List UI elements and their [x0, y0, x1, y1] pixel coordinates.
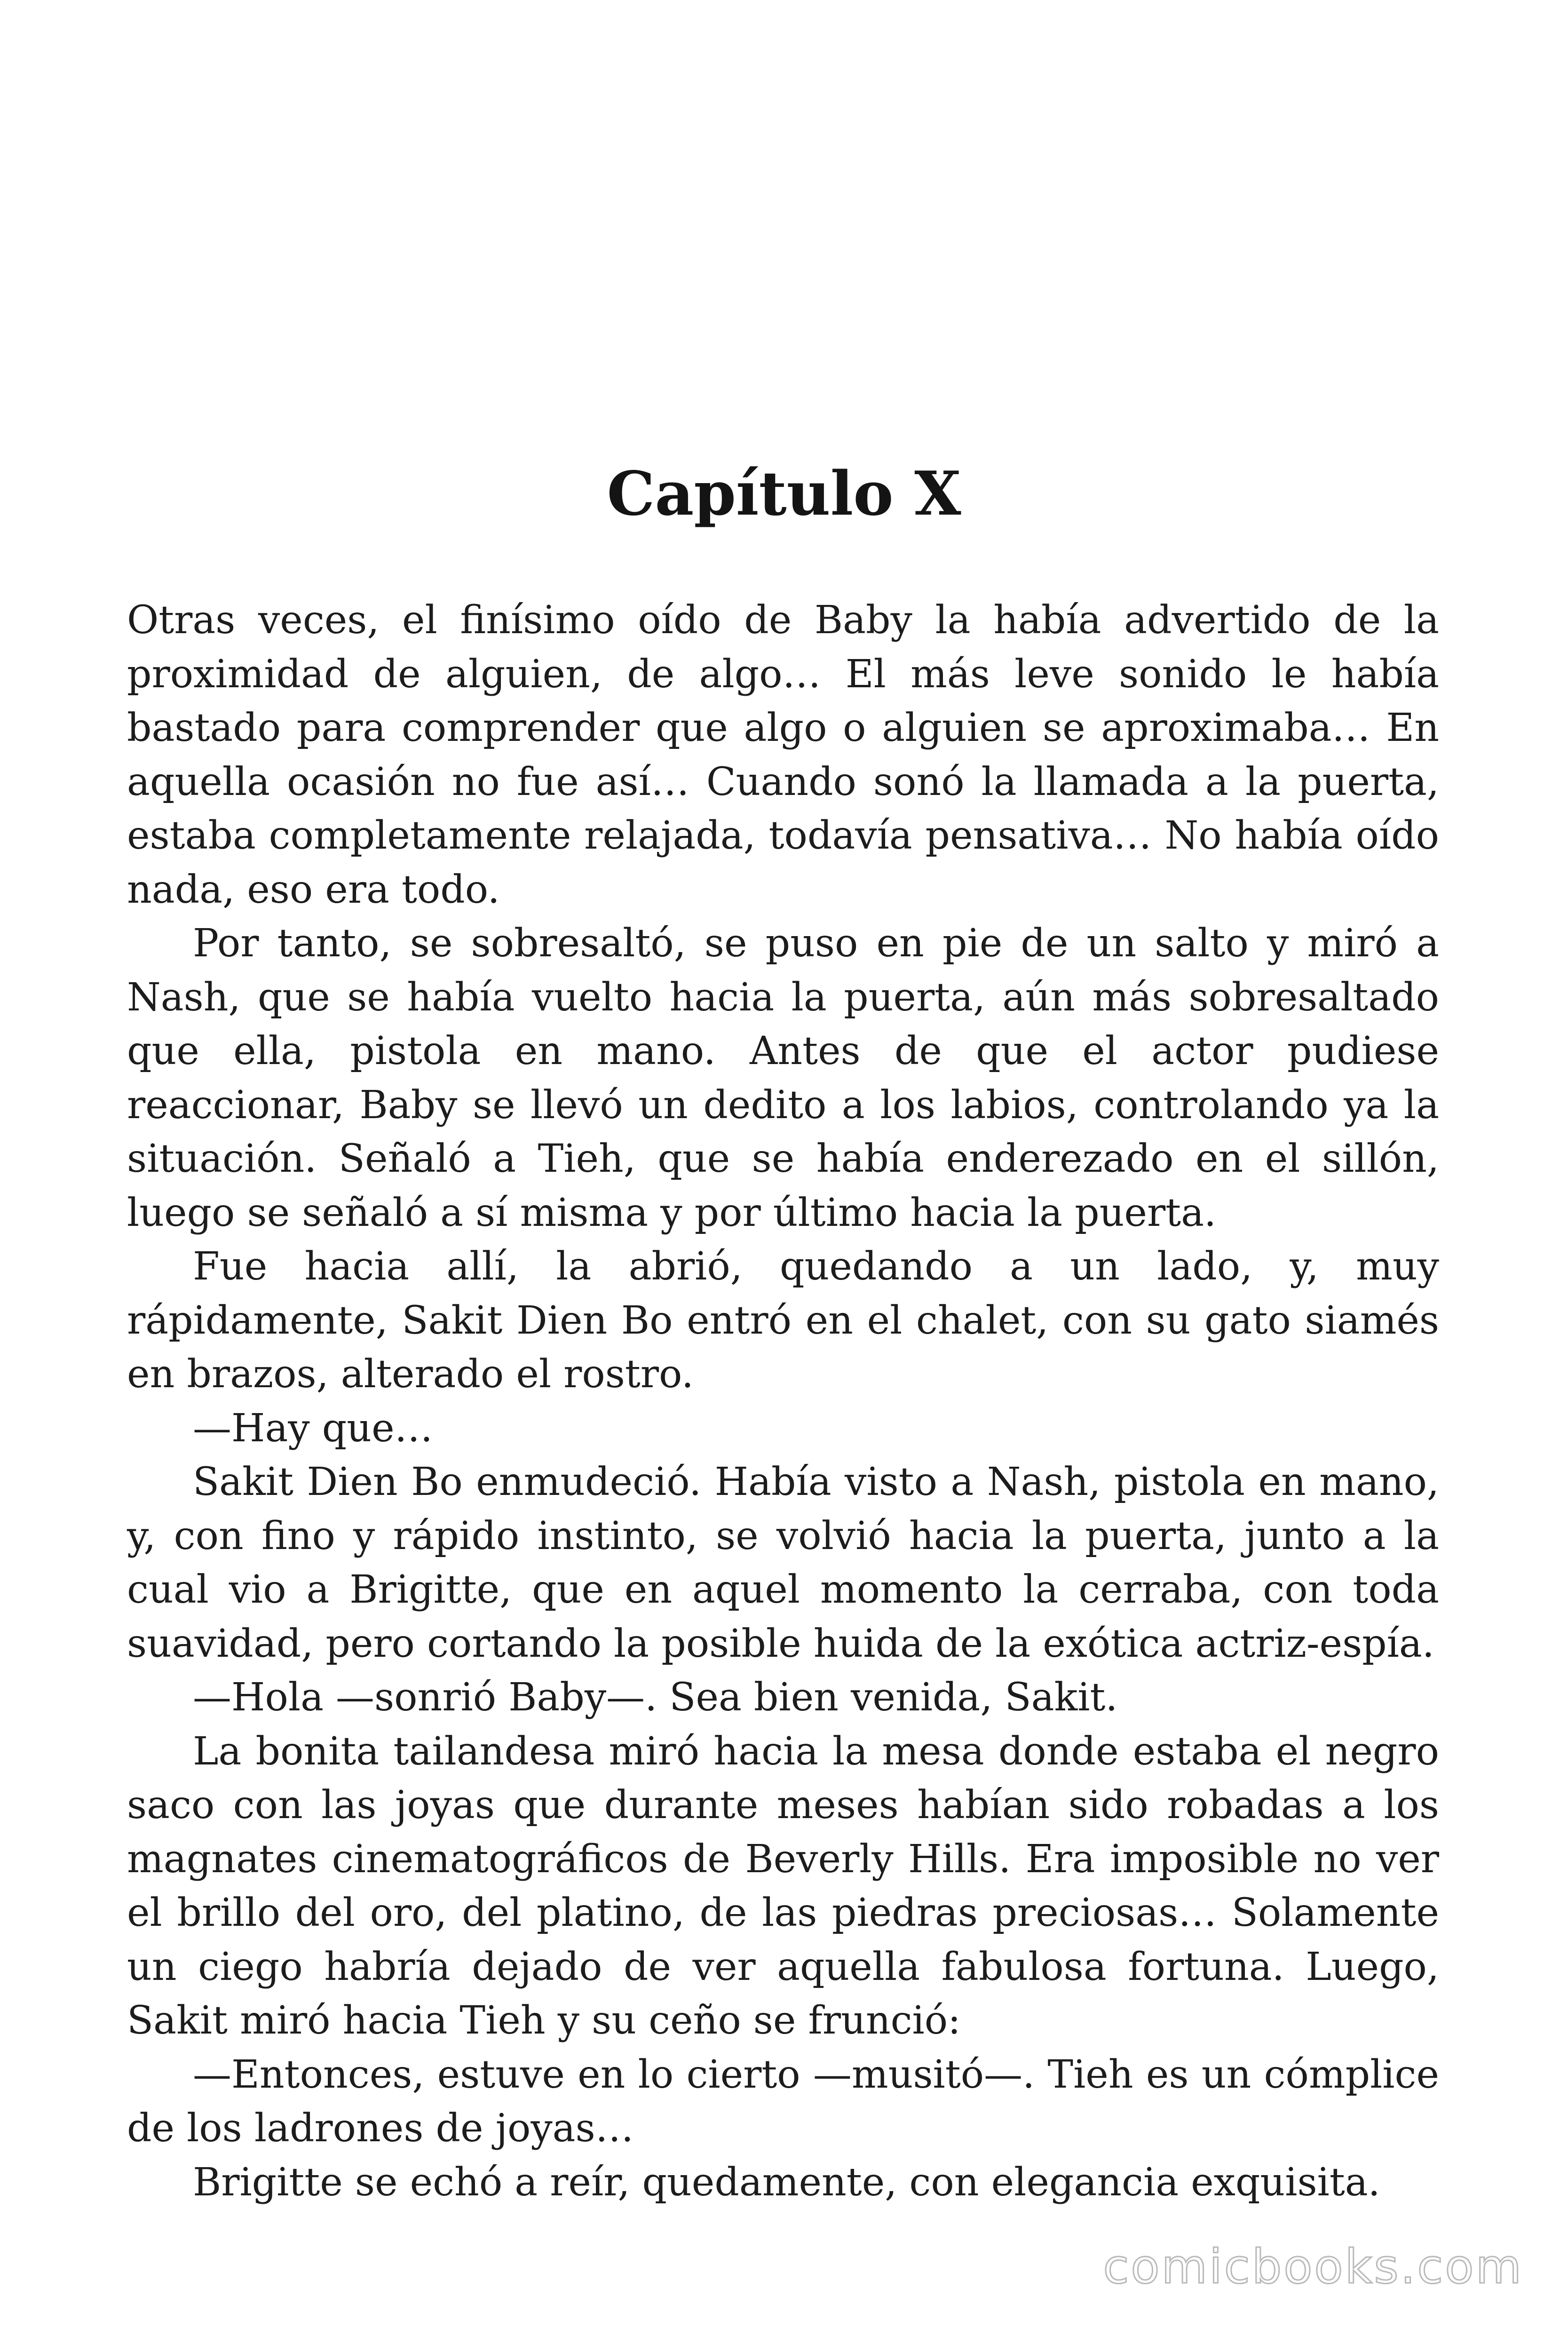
paragraph: Sakit Dien Bo enmudeció. Había visto a Nash, pistola en mano, y, con fino y rápido instinto, se volvió hacia la puerta, junto a la cual vio a Brigitte, que en aquel momento la cerraba, con toda suavidad, pero cortando la posible huida de la exótica actriz-espía.: [127, 1460, 1439, 1666]
paragraph: —Hay que…: [193, 1406, 433, 1451]
paragraph: Otras veces, el finísimo oído de Baby la había advertido de la proximidad de alguien, de algo… El más leve sonido le había bastado para comprender que algo o alguien se aproximaba… En aquella ocasión no fue así… Cuando sonó la llamada a la puerta, estaba completamente relajada, todavía pensativa… No había oído nada, eso era todo.: [127, 598, 1439, 912]
watermark: comicbooks.com: [1103, 2239, 1523, 2294]
paragraph: —Entonces, estuve en lo cierto —musitó—. Tieh es un cómplice de los ladrones de joyas…: [127, 2052, 1439, 2151]
paragraph: Fue hacia allí, la abrió, quedando a un lado, y, muy rápidamente, Sakit Dien Bo entró en el chalet, con su gato siamés en brazos, alterado el rostro.: [127, 1244, 1439, 1397]
paragraph: Brigitte se echó a reír, quedamente, con elegancia exquisita.: [193, 2160, 1380, 2205]
chapter-title: Capítulo X: [607, 459, 961, 529]
paragraph: Por tanto, se sobresaltó, se puso en pie de un salto y miró a Nash, que se había vuelto hacia la puerta, aún más sobresaltado que ella, pistola en mano. Antes de que el actor pudiese reaccionar, Baby se llevó un dedito a los labios, controlando ya la situación. Señaló a Tieh, que se había enderezado en el sillón, luego se señaló a sí misma y por último hacia la puerta.: [127, 921, 1439, 1235]
paragraph: —Hola —sonrió Baby—. Sea bien venida, Sakit.: [193, 1675, 1118, 1720]
chapter-body: [127, 594, 1439, 2209]
paragraph: La bonita tailandesa miró hacia la mesa donde estaba el negro saco con las joyas que durante meses habían sido robadas a los magnates cinematográficos de Beverly Hills. Era imposible no ver el brillo del oro, del platino, de las piedras preciosas… Solamente un ciego habría dejado de ver aquella fabulosa fortuna. Luego, Sakit miró hacia Tieh y su ceño se frunció:: [127, 1729, 1439, 2043]
